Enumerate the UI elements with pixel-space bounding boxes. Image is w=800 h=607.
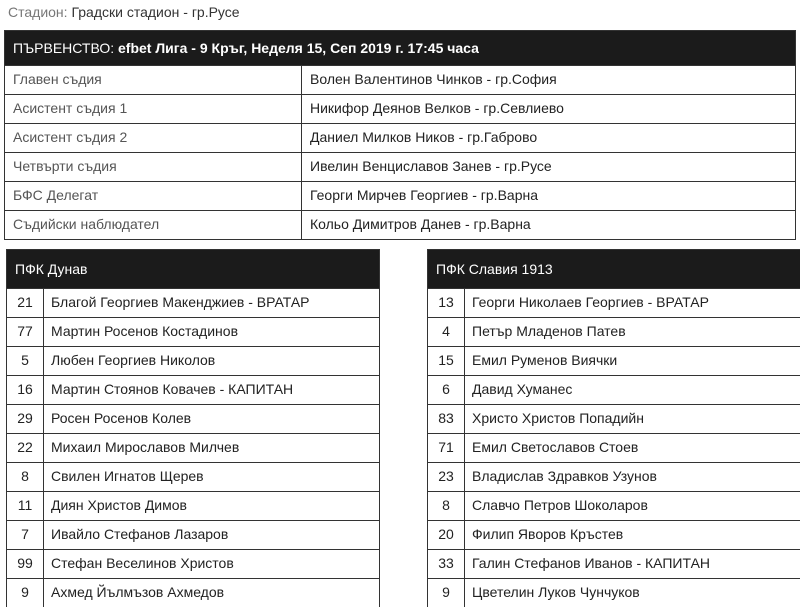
player-number: 99 — [7, 550, 44, 578]
official-role: Съдийски наблюдател — [5, 211, 302, 239]
player-row — [7, 346, 379, 375]
player-row — [7, 549, 379, 578]
player-number: 22 — [7, 434, 44, 462]
away-player-list — [428, 288, 800, 607]
player-row — [428, 578, 800, 607]
player-name: Владислав Здравков Узунов — [472, 468, 657, 484]
player-name: Свилен Игнатов Щерев — [51, 468, 204, 484]
player-number: 11 — [7, 492, 44, 520]
player-number: 16 — [7, 376, 44, 404]
player-row — [428, 433, 800, 462]
player-row — [7, 491, 379, 520]
player-name: Галин Стефанов Иванов - КАПИТАН — [472, 555, 711, 571]
home-team-name: ПФК Дунав — [7, 250, 379, 288]
player-number: 21 — [7, 289, 44, 317]
player-number: 15 — [428, 347, 465, 375]
player-row — [428, 462, 800, 491]
player-row — [428, 549, 800, 578]
player-name: Любен Георгиев Николов — [51, 352, 216, 368]
player-name: Давид Хуманес — [472, 381, 573, 397]
match-header — [5, 31, 795, 65]
player-row — [428, 404, 800, 433]
home-player-list — [7, 288, 379, 607]
player-row — [428, 375, 800, 404]
player-name: Мартин Росенов Костадинов — [51, 323, 239, 339]
player-number: 5 — [7, 347, 44, 375]
player-name: Диян Христов Димов — [51, 497, 187, 513]
player-name: Славчо Петров Шоколаров — [472, 497, 648, 513]
official-name: Даниел Милков Ников - гр.Габрово — [310, 129, 538, 145]
player-row — [428, 288, 800, 317]
player-row — [428, 346, 800, 375]
home-team-lineup — [6, 249, 380, 607]
player-number: 9 — [428, 579, 465, 607]
player-row — [7, 462, 379, 491]
official-row — [5, 152, 795, 181]
match-info-table — [4, 30, 796, 240]
player-number: 77 — [7, 318, 44, 346]
official-role: Асистент съдия 2 — [5, 124, 302, 152]
player-number: 83 — [428, 405, 465, 433]
official-row — [5, 123, 795, 152]
player-row — [7, 578, 379, 607]
player-name: Благой Георгиев Макенджиев - ВРАТАР — [51, 294, 310, 310]
player-row — [428, 491, 800, 520]
player-name: Росен Росенов Колев — [51, 410, 192, 426]
official-name: Никифор Деянов Велков - гр.Севлиево — [310, 100, 564, 116]
player-name: Филип Яворов Кръстев — [472, 526, 624, 542]
player-number: 4 — [428, 318, 465, 346]
stadium-line — [8, 0, 240, 26]
official-name: Георги Мирчев Георгиев - гр.Варна — [310, 187, 538, 203]
player-number: 9 — [7, 579, 44, 607]
official-role: Асистент съдия 1 — [5, 95, 302, 123]
stadium-value: Градски стадион - гр.Русе — [71, 4, 240, 20]
stadium-label: Стадион: — [8, 4, 68, 20]
player-name: Петър Младенов Патев — [472, 323, 626, 339]
player-number: 8 — [7, 463, 44, 491]
match-details: efbet Лига - 9 Кръг, Неделя 15, Сеп 2019 г. 17:45 часа — [118, 40, 479, 56]
player-name: Емил Светославов Стоев — [472, 439, 639, 455]
player-row — [7, 520, 379, 549]
player-number: 71 — [428, 434, 465, 462]
player-name: Ивайло Стефанов Лазаров — [51, 526, 229, 542]
official-role: Четвърти съдия — [5, 153, 302, 181]
player-name: Михаил Мирославов Милчев — [51, 439, 240, 455]
player-name: Цветелин Луков Чунчуков — [472, 584, 640, 600]
official-row — [5, 181, 795, 210]
player-number: 13 — [428, 289, 465, 317]
away-team-lineup — [427, 249, 800, 607]
player-number: 6 — [428, 376, 465, 404]
player-name: Христо Христов Попадийн — [472, 410, 644, 426]
player-row — [7, 375, 379, 404]
player-number: 23 — [428, 463, 465, 491]
player-row — [428, 317, 800, 346]
player-row — [428, 520, 800, 549]
player-number: 29 — [7, 405, 44, 433]
competition-label: ПЪРВЕНСТВО: — [13, 40, 115, 56]
player-row — [7, 288, 379, 317]
away-team-name: ПФК Славия 1913 — [428, 250, 800, 288]
official-role: БФС Делегат — [5, 182, 302, 210]
official-name: Волен Валентинов Чинков - гр.София — [310, 71, 557, 87]
player-row — [7, 317, 379, 346]
player-number: 8 — [428, 492, 465, 520]
player-name: Мартин Стоянов Ковачев - КАПИТАН — [51, 381, 294, 397]
player-name: Емил Руменов Виячки — [472, 352, 618, 368]
player-name: Георги Николаев Георгиев - ВРАТАР — [472, 294, 709, 310]
official-row — [5, 94, 795, 123]
official-name: Кольо Димитров Данев - гр.Варна — [310, 216, 531, 232]
official-name: Ивелин Венциславов Занев - гр.Русе — [310, 158, 552, 174]
official-row — [5, 210, 795, 239]
player-name: Ахмед Йълмъзов Ахмедов — [51, 584, 225, 600]
player-row — [7, 404, 379, 433]
official-role: Главен съдия — [5, 66, 302, 94]
player-name: Стефан Веселинов Христов — [51, 555, 234, 571]
player-number: 33 — [428, 550, 465, 578]
player-number: 20 — [428, 521, 465, 549]
player-number: 7 — [7, 521, 44, 549]
official-row — [5, 65, 795, 94]
player-row — [7, 433, 379, 462]
